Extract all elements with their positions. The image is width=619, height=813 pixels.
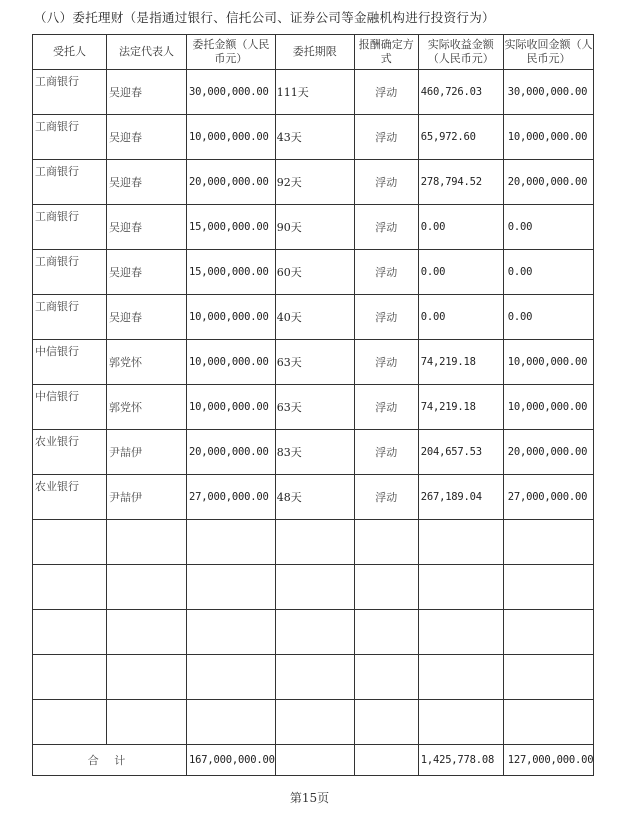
trustee-cell: 中信银行: [33, 385, 107, 430]
empty-cell: [107, 565, 187, 610]
empty-row: [33, 610, 594, 655]
empty-cell: [107, 520, 187, 565]
amount-cell: 10,000,000.00: [187, 115, 276, 160]
trustee-cell: 农业银行: [33, 430, 107, 475]
term-cell: 60天: [275, 250, 354, 295]
empty-cell: [187, 700, 276, 745]
header-method: 报酬确定方式: [354, 35, 418, 70]
empty-cell: [418, 520, 503, 565]
trustee-cell: 农业银行: [33, 475, 107, 520]
legal-rep-cell: 尹喆伊: [107, 430, 187, 475]
total-recovered: 127,000,000.00: [503, 745, 594, 776]
term-cell: 111天: [275, 70, 354, 115]
amount-cell: 20,000,000.00: [187, 430, 276, 475]
recovered-cell: 0.00: [503, 250, 594, 295]
table-row: [33, 160, 594, 205]
total-row: [33, 745, 594, 776]
empty-cell: [33, 565, 107, 610]
empty-cell: [33, 520, 107, 565]
empty-cell: [275, 655, 354, 700]
trustee-cell: 工商银行: [33, 295, 107, 340]
trustee-cell: 工商银行: [33, 205, 107, 250]
empty-cell: [418, 700, 503, 745]
header-trustee: 受托人: [33, 35, 107, 70]
recovered-cell: 30,000,000.00: [503, 70, 594, 115]
empty-cell: [418, 610, 503, 655]
empty-cell: [418, 565, 503, 610]
method-cell: 浮动: [354, 70, 418, 115]
empty-cell: [33, 700, 107, 745]
legal-rep-cell: 吴迎春: [107, 295, 187, 340]
term-cell: 90天: [275, 205, 354, 250]
table-row: [33, 430, 594, 475]
income-cell: 460,726.03: [418, 70, 503, 115]
empty-cell: [354, 610, 418, 655]
method-cell: 浮动: [354, 205, 418, 250]
income-cell: 65,972.60: [418, 115, 503, 160]
amount-cell: 10,000,000.00: [187, 295, 276, 340]
header-legal-rep: 法定代表人: [107, 35, 187, 70]
income-cell: 278,794.52: [418, 160, 503, 205]
total-amount: 167,000,000.00: [187, 745, 276, 776]
empty-cell: [275, 610, 354, 655]
legal-rep-cell: 郭党怀: [107, 340, 187, 385]
section-title: （八）委托理财（是指通过银行、信托公司、证券公司等金融机构进行投资行为）: [34, 10, 495, 25]
total-label: 合 计: [33, 745, 187, 776]
empty-cell: [187, 655, 276, 700]
empty-cell: [503, 520, 594, 565]
trustee-cell: 中信银行: [33, 340, 107, 385]
legal-rep-cell: 郭党怀: [107, 385, 187, 430]
empty-cell: [503, 700, 594, 745]
page-number: 第15页: [289, 791, 330, 805]
trustee-cell: 工商银行: [33, 160, 107, 205]
recovered-cell: 27,000,000.00: [503, 475, 594, 520]
amount-cell: 10,000,000.00: [187, 385, 276, 430]
empty-cell: [275, 520, 354, 565]
term-cell: 43天: [275, 115, 354, 160]
empty-cell: [107, 700, 187, 745]
empty-cell: [107, 610, 187, 655]
term-cell: 92天: [275, 160, 354, 205]
amount-cell: 27,000,000.00: [187, 475, 276, 520]
term-cell: 63天: [275, 385, 354, 430]
legal-rep-cell: 吴迎春: [107, 70, 187, 115]
table-row: [33, 340, 594, 385]
method-cell: 浮动: [354, 250, 418, 295]
empty-row: [33, 520, 594, 565]
method-cell: 浮动: [354, 160, 418, 205]
amount-cell: 30,000,000.00: [187, 70, 276, 115]
empty-cell: [418, 655, 503, 700]
table-row: [33, 250, 594, 295]
empty-cell: [275, 565, 354, 610]
table-row: [33, 115, 594, 160]
header-income: 实际收益金额（人民币元）: [418, 35, 503, 70]
legal-rep-cell: 吴迎春: [107, 205, 187, 250]
legal-rep-cell: 吴迎春: [107, 115, 187, 160]
empty-row: [33, 655, 594, 700]
income-cell: 74,219.18: [418, 340, 503, 385]
table-row: [33, 295, 594, 340]
recovered-cell: 10,000,000.00: [503, 340, 594, 385]
method-cell: 浮动: [354, 115, 418, 160]
recovered-cell: 20,000,000.00: [503, 160, 594, 205]
income-cell: 204,657.53: [418, 430, 503, 475]
empty-row: [33, 700, 594, 745]
recovered-cell: 0.00: [503, 295, 594, 340]
term-cell: 48天: [275, 475, 354, 520]
empty-cell: [354, 655, 418, 700]
method-cell: 浮动: [354, 340, 418, 385]
table-row: [33, 475, 594, 520]
empty-cell: [187, 610, 276, 655]
method-cell: 浮动: [354, 475, 418, 520]
table-row: [33, 385, 594, 430]
trustee-cell: 工商银行: [33, 250, 107, 295]
income-cell: 0.00: [418, 295, 503, 340]
income-cell: 0.00: [418, 250, 503, 295]
table-row: [33, 70, 594, 115]
empty-cell: [187, 520, 276, 565]
amount-cell: 15,000,000.00: [187, 250, 276, 295]
recovered-cell: 0.00: [503, 205, 594, 250]
empty-cell: [33, 655, 107, 700]
legal-rep-cell: 吴迎春: [107, 250, 187, 295]
income-cell: 267,189.04: [418, 475, 503, 520]
amount-cell: 15,000,000.00: [187, 205, 276, 250]
method-cell: 浮动: [354, 385, 418, 430]
recovered-cell: 10,000,000.00: [503, 115, 594, 160]
empty-cell: [354, 565, 418, 610]
empty-cell: [275, 700, 354, 745]
empty-cell: [503, 655, 594, 700]
header-amount: 委托金额（人民币元）: [187, 35, 276, 70]
legal-rep-cell: 吴迎春: [107, 160, 187, 205]
empty-cell: [503, 610, 594, 655]
empty-cell: [354, 700, 418, 745]
trustee-cell: 工商银行: [33, 115, 107, 160]
entrusted-wealth-table: [32, 34, 594, 776]
legal-rep-cell: 尹喆伊: [107, 475, 187, 520]
header-term: 委托期限: [275, 35, 354, 70]
recovered-cell: 10,000,000.00: [503, 385, 594, 430]
empty-cell: [33, 610, 107, 655]
income-cell: 0.00: [418, 205, 503, 250]
amount-cell: 10,000,000.00: [187, 340, 276, 385]
empty-cell: [354, 520, 418, 565]
trustee-cell: 工商银行: [33, 70, 107, 115]
total-income: 1,425,778.08: [418, 745, 503, 776]
empty-cell: [354, 745, 418, 776]
term-cell: 83天: [275, 430, 354, 475]
empty-cell: [503, 565, 594, 610]
empty-row: [33, 565, 594, 610]
header-row: [33, 35, 594, 70]
header-recovered: 实际收回金额（人民币元）: [503, 35, 594, 70]
amount-cell: 20,000,000.00: [187, 160, 276, 205]
income-cell: 74,219.18: [418, 385, 503, 430]
empty-cell: [275, 745, 354, 776]
empty-cell: [107, 655, 187, 700]
method-cell: 浮动: [354, 295, 418, 340]
term-cell: 40天: [275, 295, 354, 340]
table-row: [33, 205, 594, 250]
empty-cell: [187, 565, 276, 610]
method-cell: 浮动: [354, 430, 418, 475]
recovered-cell: 20,000,000.00: [503, 430, 594, 475]
term-cell: 63天: [275, 340, 354, 385]
